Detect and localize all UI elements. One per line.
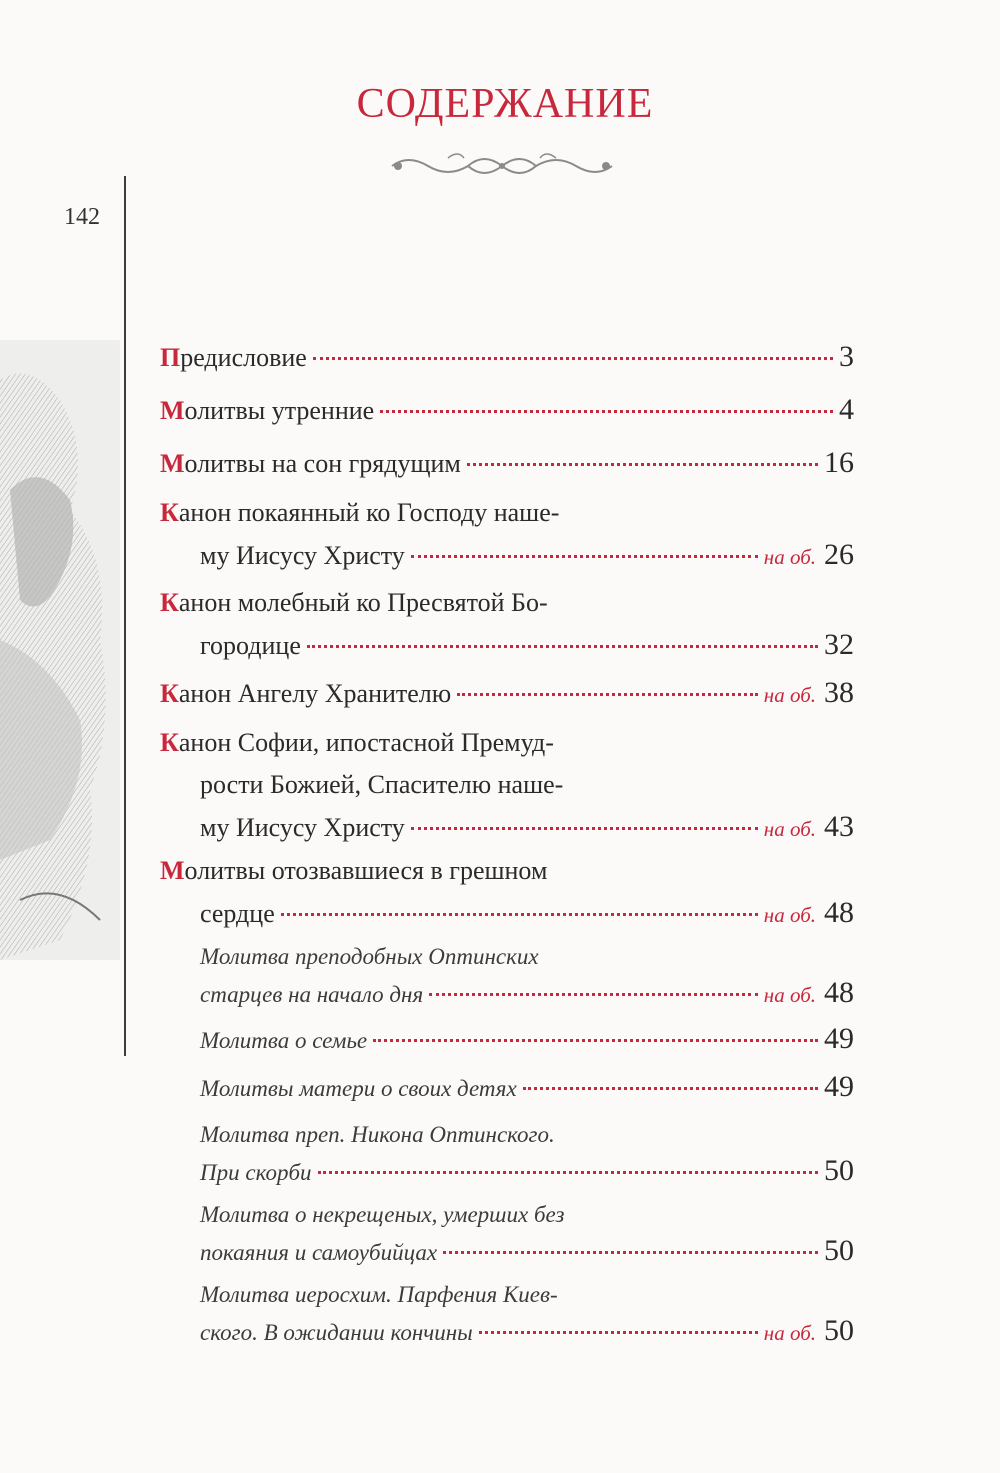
toc-subentry[interactable] bbox=[160, 1122, 854, 1187]
toc-entry[interactable] bbox=[160, 498, 854, 571]
entry-title: редисловие bbox=[180, 343, 307, 372]
entry-note: на об. bbox=[763, 817, 816, 841]
leader-dots bbox=[380, 410, 833, 413]
leader-dots bbox=[411, 827, 758, 830]
entry-initial: К bbox=[160, 679, 179, 708]
entry-page: 26 bbox=[824, 538, 854, 571]
entry-title: анон Софии, ипостасной Премуд- bbox=[178, 728, 554, 757]
leader-dots bbox=[443, 1251, 818, 1254]
entry-page: 38 bbox=[824, 676, 854, 709]
leader-dots bbox=[318, 1171, 818, 1174]
leader-dots bbox=[313, 357, 833, 360]
subentry-title: Молитва преподобных Оптинских bbox=[200, 944, 539, 969]
toc-subentry[interactable] bbox=[160, 1282, 854, 1347]
toc-entry[interactable] bbox=[160, 446, 854, 479]
leader-dots bbox=[411, 555, 758, 558]
entry-initial: П bbox=[160, 343, 181, 372]
leader-dots bbox=[457, 693, 758, 696]
entry-page: 48 bbox=[824, 896, 854, 929]
entry-initial: К bbox=[160, 728, 179, 757]
entry-page: 4 bbox=[839, 393, 854, 426]
leader-dots bbox=[479, 1331, 758, 1334]
entry-initial: М bbox=[160, 449, 185, 478]
toc-entry[interactable] bbox=[160, 728, 854, 843]
toc-subentry[interactable] bbox=[160, 1022, 854, 1055]
subentry-title: Молитва иеросхим. Парфения Киев- bbox=[200, 1282, 558, 1307]
toc-subentry[interactable] bbox=[160, 1070, 854, 1103]
entry-initial: М bbox=[160, 396, 185, 425]
entry-title: олитвы отозвавшиеся в грешном bbox=[184, 856, 548, 885]
entry-title-continued: сердце bbox=[200, 899, 275, 928]
toc-subentry[interactable] bbox=[160, 1202, 854, 1267]
entry-page: 50 bbox=[824, 1154, 854, 1187]
entry-title: олитвы утренние bbox=[184, 396, 375, 425]
entry-page: 49 bbox=[824, 1070, 854, 1103]
entry-title: анон молебный ко Пресвятой Бо- bbox=[178, 588, 548, 617]
entry-page: 16 bbox=[824, 446, 854, 479]
entry-page: 50 bbox=[824, 1234, 854, 1267]
entry-note: на об. bbox=[763, 683, 816, 707]
entry-page: 32 bbox=[824, 628, 854, 661]
entry-initial: К bbox=[160, 498, 179, 527]
entry-note: на об. bbox=[763, 545, 816, 569]
margin-rule bbox=[124, 176, 126, 1056]
entry-initial: К bbox=[160, 588, 179, 617]
entry-title-continued: рости Божией, Спасителю наше- bbox=[200, 770, 564, 799]
entry-title: олитвы на сон грядущим bbox=[184, 449, 461, 478]
toc-entry[interactable] bbox=[160, 340, 854, 373]
page-number: 142 bbox=[64, 204, 100, 230]
leader-dots bbox=[429, 993, 758, 996]
toc-entry[interactable] bbox=[160, 588, 854, 661]
entry-title-continued: му Иисусу Христу bbox=[200, 541, 405, 570]
table-of-contents bbox=[160, 0, 860, 1473]
subentry-title: Молитва о семье bbox=[200, 1028, 368, 1053]
toc-entry[interactable] bbox=[160, 393, 854, 426]
subentry-title-continued: При скорби bbox=[200, 1160, 312, 1185]
entry-note: на об. bbox=[763, 1321, 816, 1345]
entry-page: 43 bbox=[824, 810, 854, 843]
entry-title-continued: му Иисусу Христу bbox=[200, 813, 405, 842]
entry-initial: М bbox=[160, 856, 185, 885]
entry-page: 49 bbox=[824, 1022, 854, 1055]
leader-dots bbox=[467, 463, 818, 466]
entry-title: анон Ангелу Хранителю bbox=[178, 679, 452, 708]
engraving-illustration bbox=[0, 340, 120, 960]
subentry-title: Молитвы матери о своих детях bbox=[200, 1076, 517, 1101]
toc-subentry[interactable] bbox=[160, 944, 854, 1009]
leader-dots bbox=[307, 645, 818, 648]
leader-dots bbox=[281, 913, 758, 916]
entry-title-continued: городице bbox=[200, 631, 301, 660]
entry-page: 3 bbox=[839, 340, 854, 373]
leader-dots bbox=[373, 1039, 818, 1042]
entry-title: анон покаянный ко Господу наше- bbox=[178, 498, 560, 527]
entry-page: 48 bbox=[824, 976, 854, 1009]
subentry-title: Молитва преп. Никона Оптинского. bbox=[200, 1122, 555, 1147]
entry-note: на об. bbox=[763, 903, 816, 927]
toc-entry[interactable] bbox=[160, 856, 854, 929]
entry-page: 50 bbox=[824, 1314, 854, 1347]
toc-entry[interactable] bbox=[160, 676, 854, 709]
page-title: СОДЕРЖАНИЕ bbox=[356, 81, 654, 127]
subentry-title-continued: покаяния и самоубийцах bbox=[200, 1240, 438, 1265]
leader-dots bbox=[523, 1087, 818, 1090]
entry-note: на об. bbox=[763, 983, 816, 1007]
subentry-title-continued: старцев на начало дня bbox=[200, 982, 424, 1007]
subentry-title: Молитва о некрещеных, умерших без bbox=[200, 1202, 565, 1227]
subentry-title-continued: ского. В ожидании кончины bbox=[200, 1320, 473, 1345]
